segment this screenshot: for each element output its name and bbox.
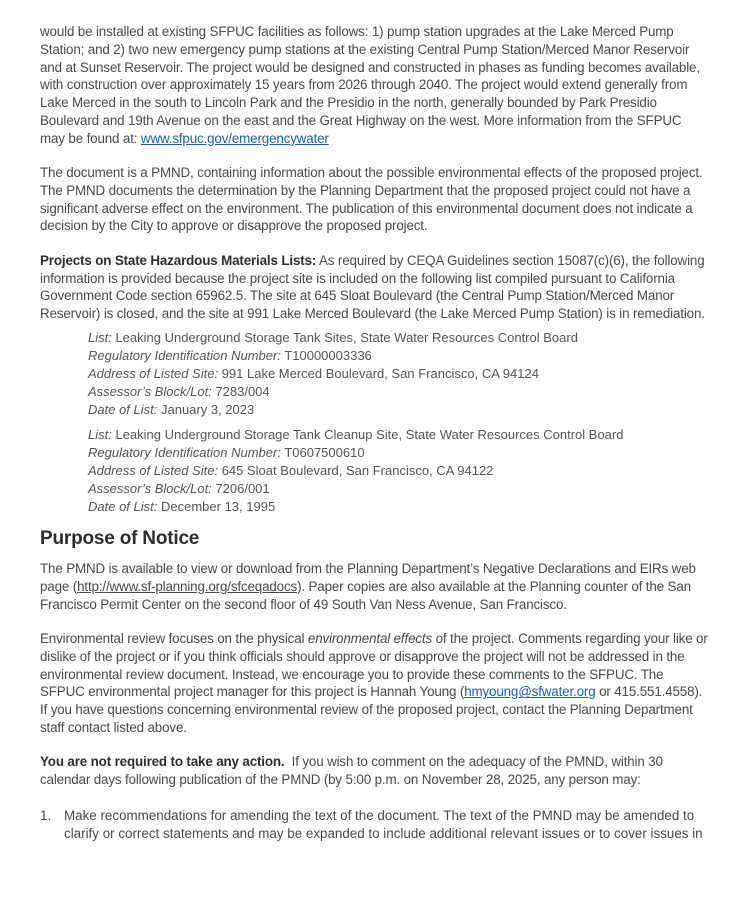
listed-site-2 xyxy=(88,426,708,516)
regulatory-id-label: Regulatory Identification Number: xyxy=(88,347,281,363)
spacer xyxy=(40,789,708,807)
regulatory-id-label: Regulatory Identification Number: xyxy=(88,445,281,461)
block-lot-label: Assessor’s Block/Lot: xyxy=(88,481,212,497)
project-description-text: would be installed at existing SFPUC facilities as follows: 1) pump station upgrades at the Lake Merced Pump Station; and 2) two new emergency pump stations at the existing Central Pump Station/Merced Manor Reservoir and at Sunset Reservoir. The project would be designed and constructed in phases as funding becomes available, with construction over approximately 15 years from 2026 through 2040. The project would extend generally from Lake Merced in the south to Lincoln Park and the Presidio in the north, generally bounded by Park Presidio Boulevard and 19th Avenue on the east and the Great Highway on the west. More information from the SFPUC may be found at: xyxy=(40,24,700,146)
list-item-number: 1. xyxy=(40,807,52,823)
regulatory-id-value: T10000003336 xyxy=(280,347,372,363)
date-label: Date of List: xyxy=(88,499,158,515)
availability-text-before: The PMND is available to view or download from the Planning Department’s Negative Declarations and EIRs web page ( xyxy=(40,561,696,594)
project-description-paragraph xyxy=(40,23,708,148)
hazardous-materials-heading: Projects on State Hazardous Materials Lists: xyxy=(40,252,317,268)
pmnd-paragraph: The document is a PMND, containing information about the possible environmental effects of the proposed project. The PMND documents the determination by the Planning Department that the proposed project could not have a significant adverse effect on the environment. The publication of this environmental document does not indicate a decision by the City to approve or disapprove the proposed project. xyxy=(40,165,703,234)
review-text-after: or 415.551.4558). If you have questions concerning environmental review of the proposed project, contact the Planning Department staff contact listed above. xyxy=(40,684,703,735)
review-text-middle: of the project. Comments regarding your like or dislike of the project or if you think officials should approve or disapprove the project will not be addressed in the environmental review document. Instead, we encourage you to provide these comments to the SFPUC. The SFPUC environmental project manager for this project is Hannah Young ( xyxy=(40,630,708,700)
address-label: Address of Listed Site: xyxy=(88,365,219,381)
site-block-lot-row xyxy=(88,383,708,401)
regulatory-id-value: T0607500610 xyxy=(280,445,365,461)
list-value: Leaking Underground Storage Tank Cleanup Site, State Water Resources Control Board xyxy=(111,427,624,443)
site-regulatory-id-row xyxy=(88,347,708,365)
listed-site-1 xyxy=(88,329,708,419)
date-label: Date of List: xyxy=(88,401,158,417)
address-value: 645 Sloat Boulevard, San Francisco, CA 94122 xyxy=(218,463,494,479)
block-lot-label: Assessor’s Block/Lot: xyxy=(88,383,212,399)
list-item xyxy=(40,807,708,843)
purpose-of-notice-heading: Purpose of Notice xyxy=(40,528,200,550)
action-text: If you wish to comment on the adequacy of the PMND, within 30 calendar days following publication of the PMND (by 5:00 p.m. on November 28, 2025, any person may: xyxy=(40,754,667,787)
environmental-review-paragraph xyxy=(40,630,708,737)
review-text-before: Environmental review focuses on the physical xyxy=(40,630,308,646)
hazardous-materials-text: As required by CEQA Guidelines section 15087(c)(6), the following information is provided because the project site is included on the following list compiled pursuant to California Government Code section 65962.5. The site at 645 Sloat Boulevard (the Central Pump Station/Merced Manor Reservoir) is closed, and the site at 991 Lake Merced Boulevard (the Lake Merced Pump Station) is in remediation. xyxy=(40,252,705,322)
site-list-row xyxy=(88,329,708,347)
address-label: Address of Listed Site: xyxy=(88,463,219,479)
site-regulatory-id-row xyxy=(88,444,708,462)
sfpuc-emergency-water-link[interactable]: www.sfpuc.gov/emergencywater xyxy=(140,130,329,146)
list-label: List: xyxy=(88,427,112,443)
project-manager-email-link[interactable]: hmyoung@sfwater.org xyxy=(464,684,596,700)
site-address-row xyxy=(88,365,708,383)
site-date-row xyxy=(88,401,708,419)
action-paragraph xyxy=(40,753,708,789)
block-lot-value: 7283/004 xyxy=(211,383,270,399)
date-value: December 13, 1995 xyxy=(157,499,276,515)
environmental-effects-emphasis: environmental effects xyxy=(307,630,433,646)
site-block-lot-row xyxy=(88,480,708,498)
block-lot-value: 7206/001 xyxy=(211,481,270,497)
date-value: January 3, 2023 xyxy=(157,401,255,417)
list-item-text: Make recommendations for amending the text of the document. The text of the PMND may be amended to clarify or correct statements and may be expanded to include additional relevant issues or to cover issues in xyxy=(64,807,703,841)
address-value: 991 Lake Merced Boulevard, San Francisco, CA 94124 xyxy=(218,365,539,381)
site-address-row xyxy=(88,462,708,480)
purpose-availability-paragraph xyxy=(40,560,708,613)
list-value: Leaking Underground Storage Tank Sites, State Water Resources Control Board xyxy=(111,329,578,345)
sf-planning-ceqa-docs-link[interactable]: http://www.sf-planning.org/sfceqadocs xyxy=(77,578,298,594)
site-list-row xyxy=(88,426,708,444)
availability-text-after: ). Paper copies are also available at the Planning counter of the San Francisco Permit Center on the second floor of 49 South Van Ness Avenue, San Francisco. xyxy=(40,578,691,612)
no-action-required-text: You are not required to take any action. xyxy=(40,754,285,770)
comment-options-list xyxy=(40,807,708,843)
site-date-row xyxy=(88,498,708,516)
hazardous-materials-paragraph xyxy=(40,252,708,323)
list-label: List: xyxy=(88,329,112,345)
